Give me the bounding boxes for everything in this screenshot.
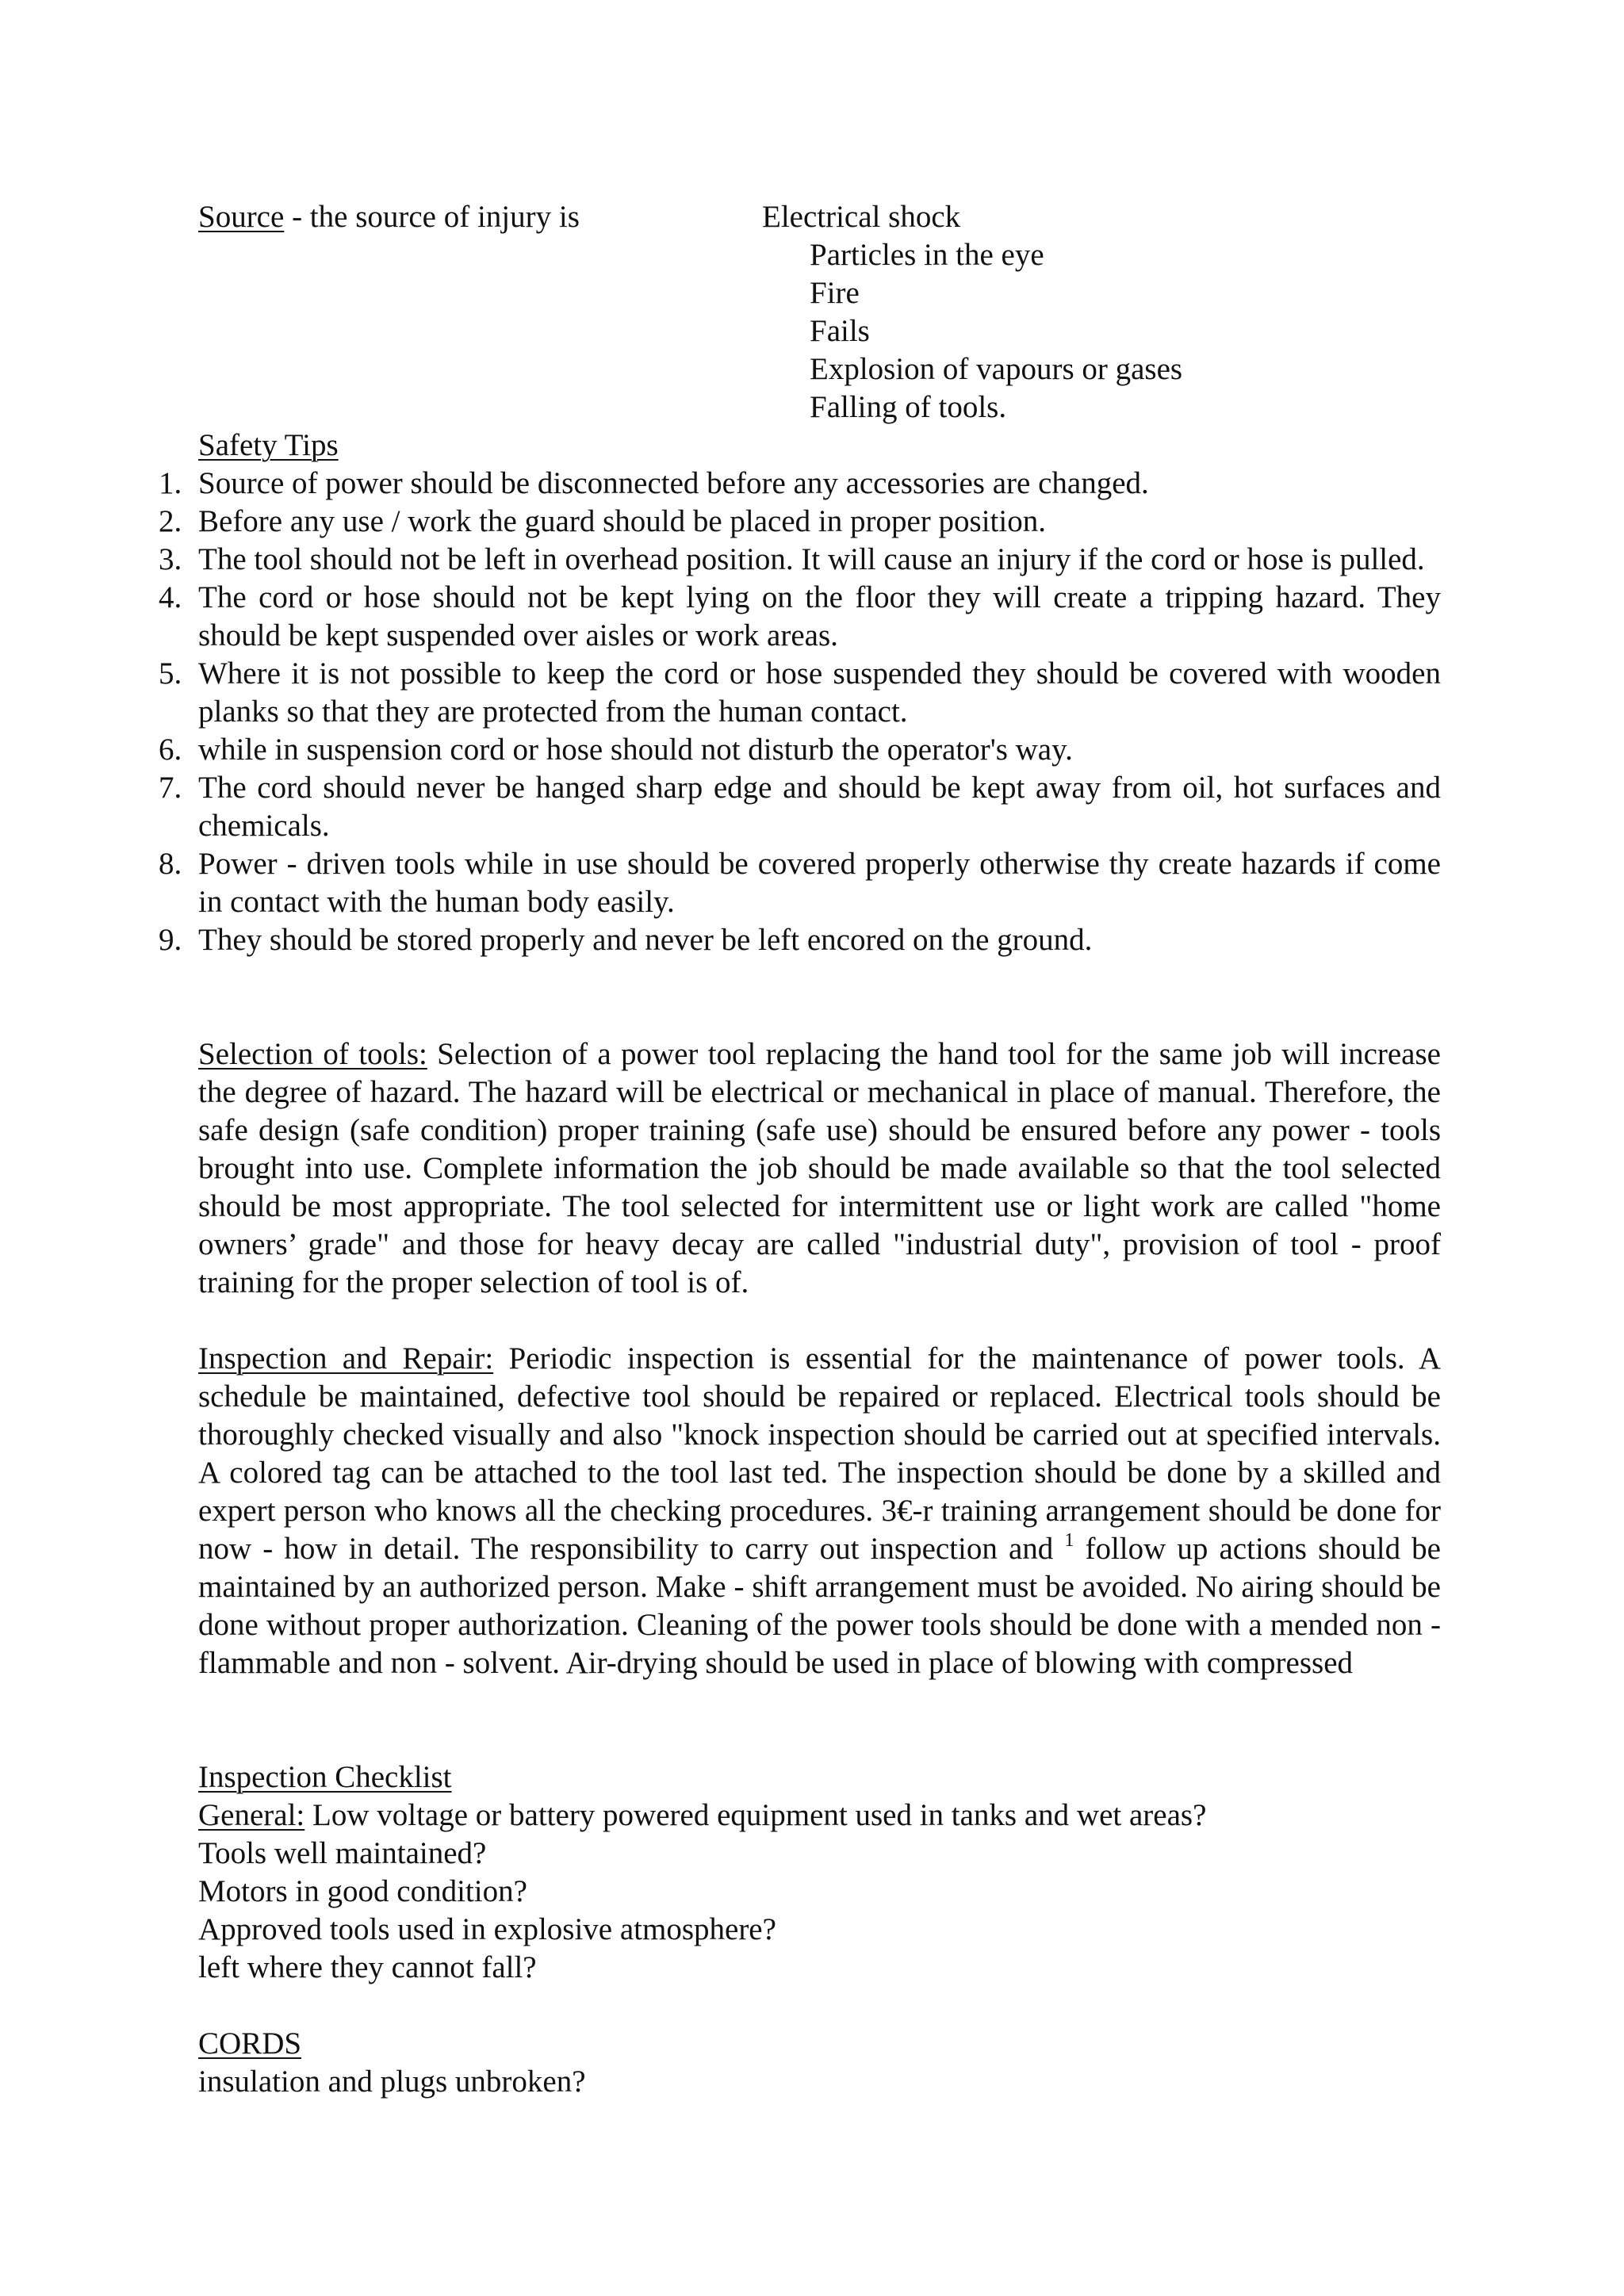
list-item (159, 541, 1441, 579)
list-number: 7. (159, 771, 182, 805)
checklist-item: Motors in good condition? (198, 1874, 527, 1908)
list-item (159, 503, 1441, 541)
selection-paragraph (198, 1035, 1441, 1302)
source-text: - the source of injury is (284, 200, 580, 234)
footnote-superscript: 1 (1064, 1530, 1074, 1551)
cords-section (198, 2025, 1441, 2101)
injury-source-item: Falling of tools. (810, 390, 1007, 424)
list-number: 6. (159, 733, 182, 767)
general-text: Low voltage or battery powered equipment used in tanks and wet areas? (304, 1798, 1207, 1832)
list-item (159, 769, 1441, 845)
list-item (159, 921, 1441, 959)
source-label: Source (198, 200, 285, 234)
list-number: 1. (159, 466, 182, 500)
general-label: General: (198, 1798, 305, 1832)
list-item (159, 845, 1441, 921)
checklist-item: left where they cannot fall? (198, 1950, 537, 1984)
list-text: Before any use / work the guard should be placed in proper position. (198, 504, 1046, 538)
list-number: 4. (159, 580, 182, 614)
list-number: 9. (159, 923, 182, 957)
safety-tips-heading: Safety Tips (198, 428, 339, 462)
injury-source-item: Fails (810, 314, 870, 348)
inspection-paragraph (198, 1340, 1441, 1682)
checklist-item: Approved tools used in explosive atmosphere? (198, 1912, 776, 1946)
list-item (159, 579, 1441, 655)
inspection-heading: Inspection and Repair: (198, 1341, 494, 1376)
source-line (198, 198, 580, 236)
list-item (159, 655, 1441, 731)
safety-tips-list (159, 465, 1441, 959)
list-text: Source of power should be disconnected before any accessories are changed. (198, 466, 1149, 500)
list-text: Power - driven tools while in use should be covered properly otherwise thy create hazards if come in contact with the human body easily. (198, 847, 1441, 919)
list-text: Where it is not possible to keep the cord or hose suspended they should be covered with wooden planks so that they are protected from the human contact. (198, 656, 1441, 729)
selection-heading: Selection of tools: (198, 1037, 427, 1071)
injury-source-item: Particles in the eye (810, 238, 1044, 272)
list-item (159, 731, 1441, 769)
list-number: 2. (159, 504, 182, 538)
injury-source-list (762, 198, 1182, 427)
checklist-item: insulation and plugs unbroken? (198, 2064, 586, 2099)
list-number: 8. (159, 847, 182, 881)
list-number: 5. (159, 656, 182, 691)
list-item (159, 465, 1441, 503)
inspection-text-before: Periodic inspection is essential for the maintenance of power tools. A schedule be maintained, defective tool should be repaired or replaced. Electrical tools should be thoroughly checked visually and also "knock inspection should be carried out at specified intervals. A colored tag can be attached to the tool last ted. The inspection should be done by a skilled and expert person who knows all the checking procedures. 3€-r training arrangement should be done for now - how in detail. The responsibility to carry out inspection and (198, 1341, 1442, 1566)
list-text: while in suspension cord or hose should not disturb the operator's way. (198, 733, 1073, 767)
checklist-general (198, 1797, 1441, 1835)
list-number: 3. (159, 542, 182, 576)
injury-source-item: Electrical shock (762, 200, 961, 234)
list-text: The cord or hose should not be kept lying on the floor they will create a tripping hazard. They should be kept suspended over aisles or work areas. (198, 580, 1441, 652)
injury-source-item: Fire (810, 276, 860, 310)
list-text: The tool should not be left in overhead position. It will cause an injury if the cord or hose is pulled. (198, 542, 1425, 576)
list-text: They should be stored properly and never be left encored on the ground. (198, 923, 1093, 957)
injury-source-item: Explosion of vapours or gases (810, 352, 1183, 386)
checklist-item: Tools well maintained? (198, 1836, 487, 1870)
checklist-heading: Inspection Checklist (198, 1760, 452, 1794)
inspection-checklist (198, 1758, 1441, 1987)
cords-heading: CORDS (198, 2026, 302, 2061)
selection-text: Selection of a power tool replacing the hand tool for the same job will increase the degree of hazard. The hazard will be electrical or mechanical in place of manual. Therefore, the safe design (safe condition) proper training (safe use) should be ensured before any power - tools brought into use. Complete information the job should be made available so that the tool selected should be most appropriate. The tool selected for intermittent use or light work are called "home owners’ grade" and those for heavy decay are called "industrial duty", provision of tool - proof training for the proper selection of tool is of. (198, 1037, 1441, 1299)
list-text: The cord should never be hanged sharp edge and should be kept away from oil, hot surfaces and chemicals. (198, 771, 1441, 843)
inspection-text-after: follow up actions should be maintained by an authorized person. Make - shift arrangement must be avoided. No airing should be done without proper authorization. Cleaning of the power tools should be done with a mended non - flammable and non - solvent. Air-drying should be used in place of blowing with compressed (198, 1532, 1441, 1680)
